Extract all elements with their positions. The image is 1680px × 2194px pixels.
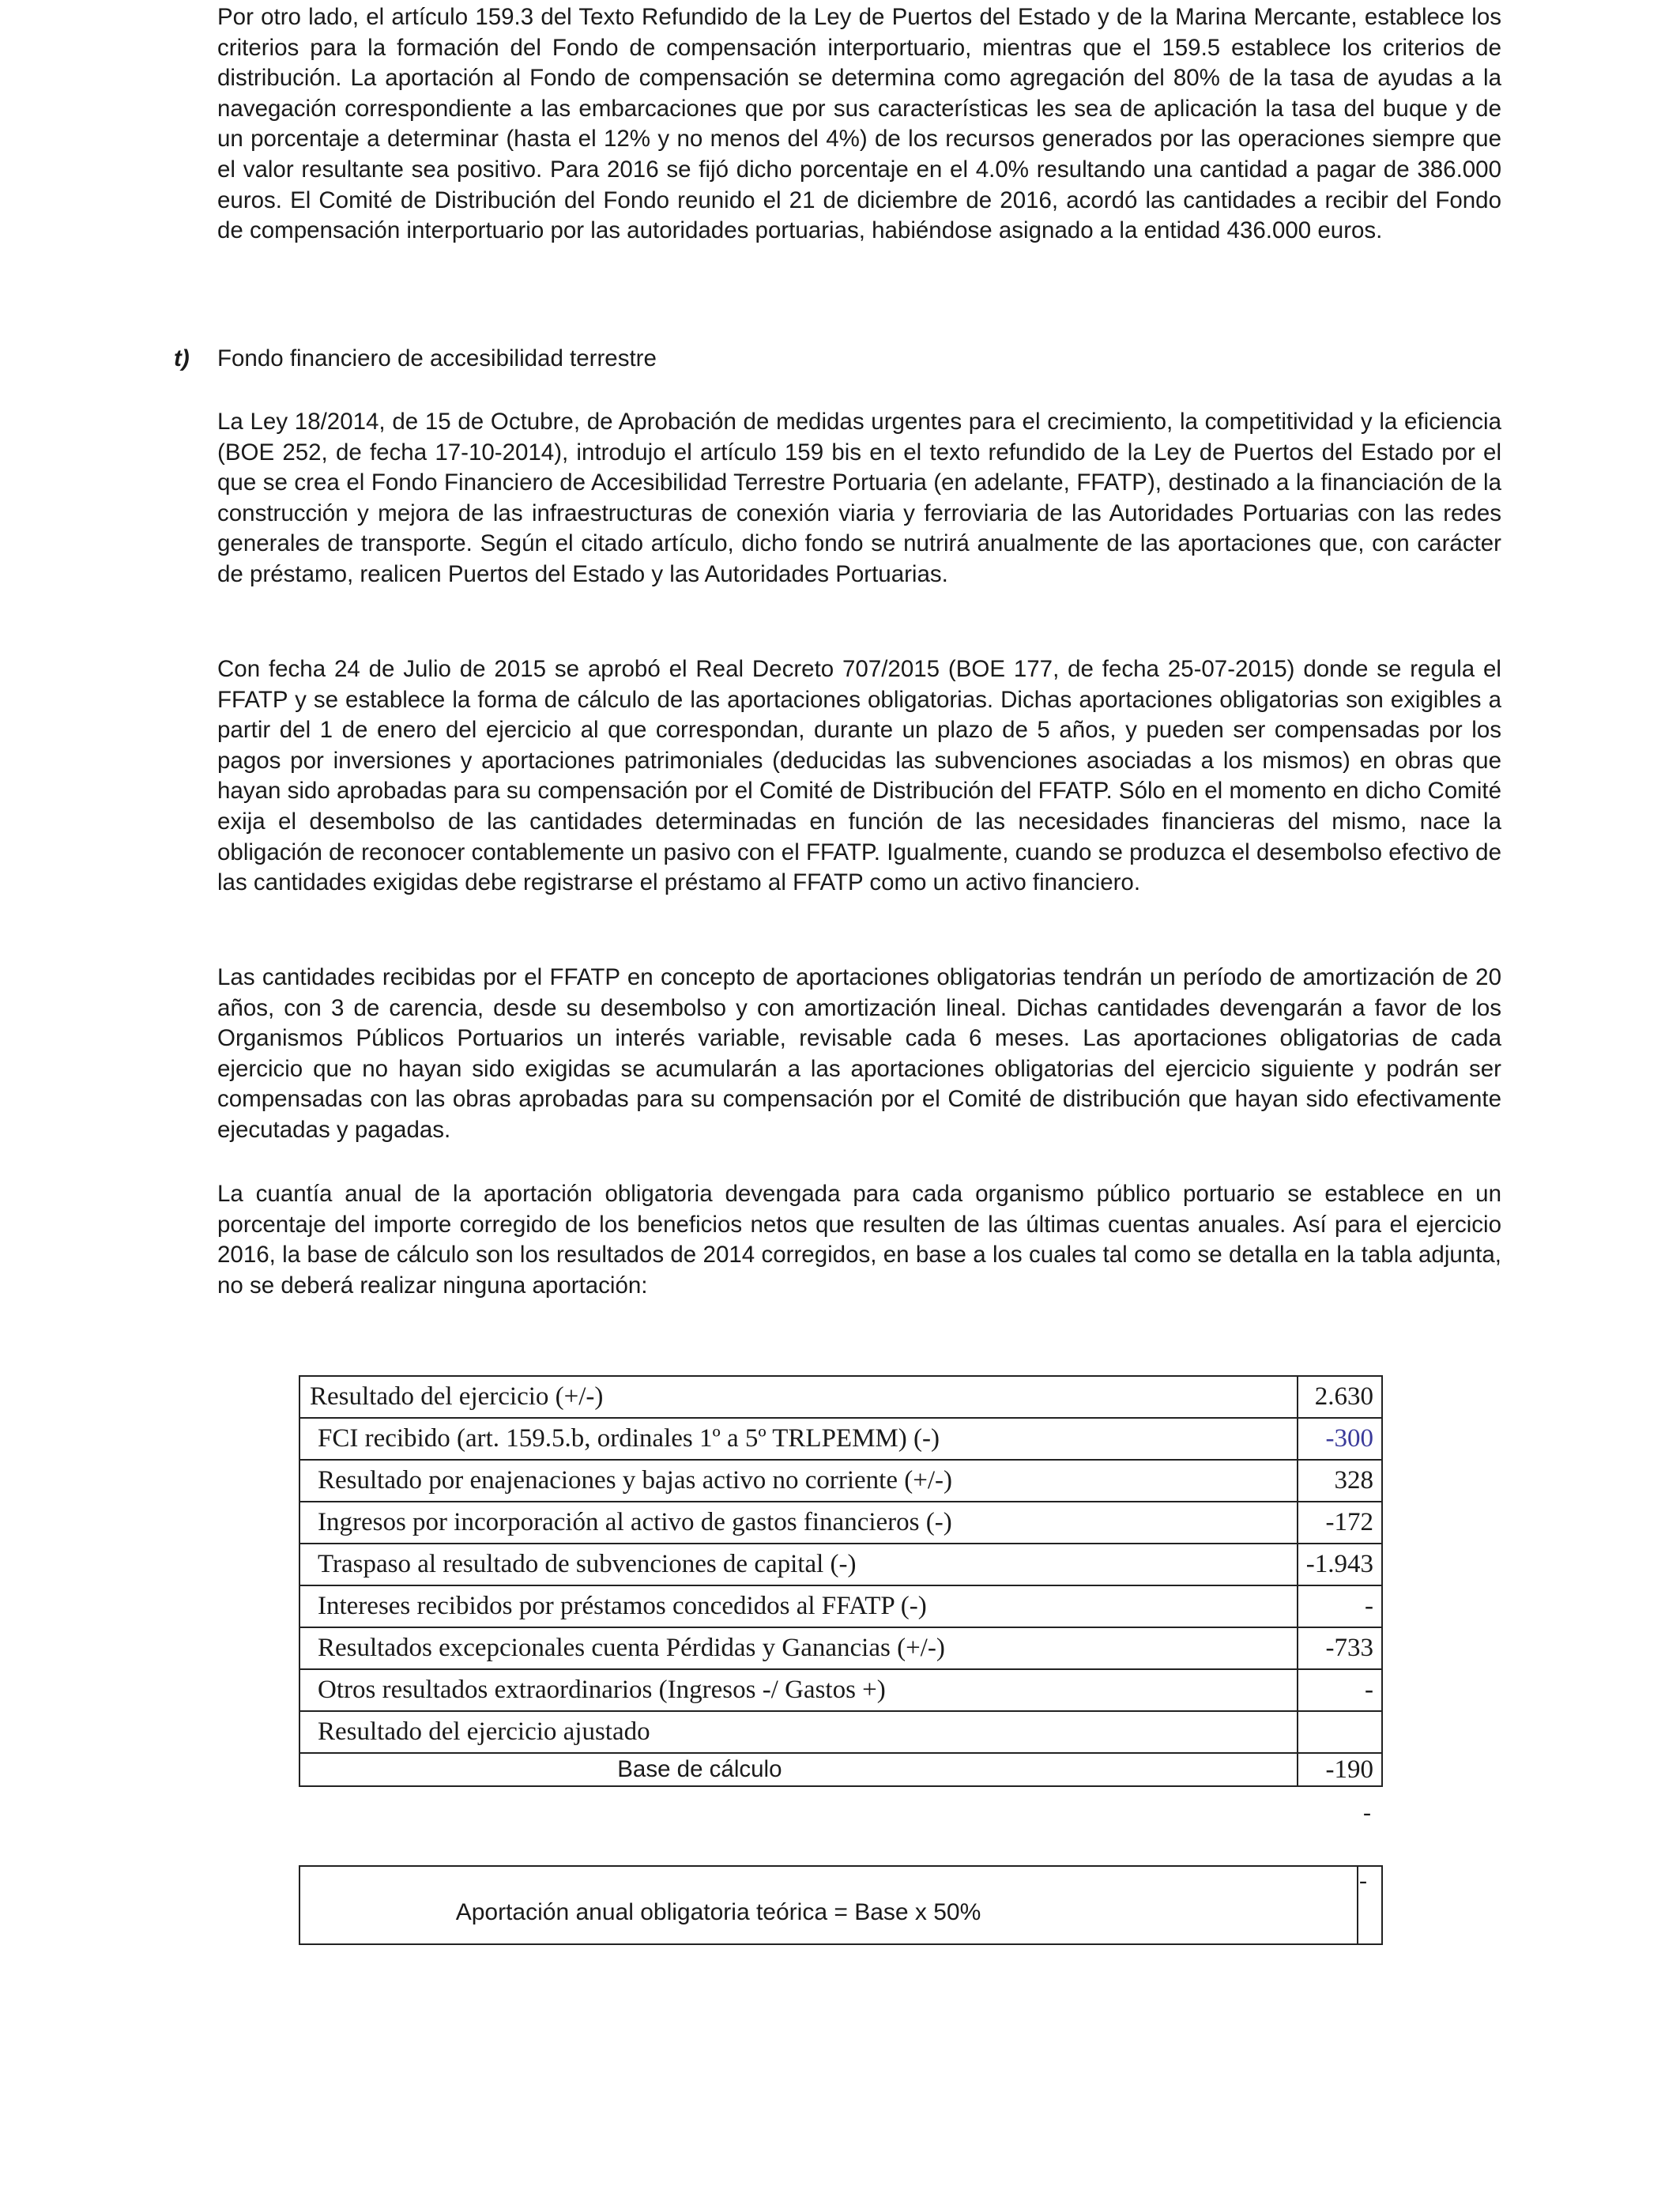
table-row	[299, 1585, 1382, 1627]
row-label: Resultado por enajenaciones y bajas activo no corriente (+/-)	[299, 1460, 1298, 1502]
table-row	[299, 1711, 1382, 1753]
paragraph-ley-18-2014: La Ley 18/2014, de 15 de Octubre, de Aprobación de medidas urgentes para el crecimiento, la competitividad y la eficiencia (BOE 252, de fecha 17-10-2014), introdujo el artículo 159 bis en el texto refundido de la Ley de Puertos del Estado por el que se crea el Fondo Financiero de Accesibilidad Terrestre Portuaria (en adelante, FFATP), destinado a la financiación de la construcción y mejora de las infraestructuras de conexión viaria y ferroviaria de las Autoridades Portuarias con las redes generales de transporte. Según el citado artículo, dicho fondo se nutrirá anualmente de las aportaciones que, con carácter de préstamo, realicen Puertos del Estado y las Autoridades Portuarias.	[217, 409, 1501, 587]
trailing-dash: -	[1363, 1800, 1371, 1826]
row-label: Resultados excepcionales cuenta Pérdidas y Ganancias (+/-)	[299, 1627, 1298, 1669]
row-label: Ingresos por incorporación al activo de gastos financieros (-)	[299, 1502, 1298, 1544]
aportacion-value: -	[1358, 1866, 1382, 1944]
row-label: Resultado del ejercicio (+/-)	[299, 1376, 1298, 1418]
paragraph-real-decreto: Con fecha 24 de Julio de 2015 se aprobó el Real Decreto 707/2015 (BOE 177, de fecha 25-07-2015) donde se regula el FFATP y se establece la forma de cálculo de las aportaciones obligatorias. Dichas aportaciones obligatorias son exigibles a partir del 1 de enero del ejercicio al que correspondan, durante un plazo de 5 años, y pueden ser compensadas por los pagos por inversiones y aportaciones patrimoniales (deducidas las subvenciones asociadas a los mismos) en obras que hayan sido aprobadas para su compensación por el Comité de Distribución del FFATP. Sólo en el momento en dicho Comité exija el desembolso de las cantidades determinadas en función de las necesidades financieras del mismo, nace la obligación de reconocer contablemente un pasivo con el FFATP. Igualmente, cuando se produzca el desembolso efectivo de las cantidades exigidas debe registrarse el préstamo al FFATP como un activo financiero.	[217, 656, 1501, 896]
section-letter: t)	[174, 345, 190, 371]
row-value: -300	[1298, 1418, 1382, 1460]
row-label: Otros resultados extraordinarios (Ingresos -/ Gastos +)	[299, 1669, 1298, 1711]
table-row	[299, 1460, 1382, 1502]
row-value: 2.630	[1298, 1376, 1382, 1418]
base-label: Base de cálculo	[299, 1753, 1298, 1786]
paragraph-cuantia-anual: La cuantía anual de la aportación obligatoria devengada para cada organismo público portuario se establece en un porcentaje del importe corregido de los beneficios netos que resulten de las últimas cuentas anuales. Así para el ejercicio 2016, la base de cálculo son los resultados de 2014 corregidos, en base a los cuales tal como se detalla en la tabla adjunta, no se deberá realizar ninguna aportación:	[217, 1181, 1501, 1299]
table-row	[299, 1376, 1382, 1418]
aportacion-row	[299, 1866, 1382, 1944]
row-value: 328	[1298, 1460, 1382, 1502]
section-title: Fondo financiero de accesibilidad terrestre	[217, 345, 657, 371]
base-row	[299, 1753, 1382, 1786]
aportacion-table	[299, 1865, 1383, 1945]
row-label: FCI recibido (art. 159.5.b, ordinales 1º a 5º TRLPEMM) (-)	[299, 1418, 1298, 1460]
row-value: -1.943	[1298, 1544, 1382, 1585]
row-value: -	[1298, 1669, 1382, 1711]
table-row	[299, 1418, 1382, 1460]
table-row	[299, 1544, 1382, 1585]
row-label: Resultado del ejercicio ajustado	[299, 1711, 1298, 1753]
base-value: -190	[1298, 1753, 1382, 1786]
row-value: -733	[1298, 1627, 1382, 1669]
paragraph-cantidades-recibidas: Las cantidades recibidas por el FFATP en concepto de aportaciones obligatorias tendrán un período de amortización de 20 años, con 3 de carencia, desde su desembolso y con amortización lineal. Dichas cantidades devengarán a favor de los Organismos Públicos Portuarios un interés variable, revisable cada 6 meses. Las aportaciones obligatorias de cada ejercicio que no hayan sido exigidas se acumularán a las aportaciones obligatorias del ejercicio siguiente y podrán ser compensadas con las obras aprobadas para su compensación por el Comité de distribución que hayan sido efectivamente ejecutadas y pagadas.	[217, 964, 1501, 1143]
row-value: -172	[1298, 1502, 1382, 1544]
row-value	[1298, 1711, 1382, 1753]
table-row	[299, 1627, 1382, 1669]
row-label: Intereses recibidos por préstamos concedidos al FFATP (-)	[299, 1585, 1298, 1627]
row-value: -	[1298, 1585, 1382, 1627]
paragraph-fondo-compensacion: Por otro lado, el artículo 159.3 del Texto Refundido de la Ley de Puertos del Estado y de la Marina Mercante, establece los criterios para la formación del Fondo de compensación interportuario, mientras que el 159.5 establece los criterios de distribución. La aportación al Fondo de compensación se determina como agregación del 80% de la tasa de ayudas a la navegación correspondiente a las embarcaciones que por sus características les sea de aplicación la tasa del buque y de un porcentaje a determinar (hasta el 12% y no menos del 4%) de los recursos generados por las operaciones siempre que el valor resultante sea positivo. Para 2016 se fijó dicho porcentaje en el 4.0% resultando una cantidad a pagar de 386.000 euros. El Comité de Distribución del Fondo reunido el 21 de diciembre de 2016, acordó las cantidades a recibir del Fondo de compensación interportuario por las autoridades portuarias, habiéndose asignado a la entidad 436.000 euros.	[217, 4, 1501, 244]
calculation-table	[299, 1375, 1383, 1787]
row-label: Traspaso al resultado de subvenciones de capital (-)	[299, 1544, 1298, 1585]
aportacion-label: Aportación anual obligatoria teórica = Base x 50%	[299, 1866, 1358, 1944]
section-heading	[174, 344, 657, 374]
table-row	[299, 1669, 1382, 1711]
table-row	[299, 1502, 1382, 1544]
